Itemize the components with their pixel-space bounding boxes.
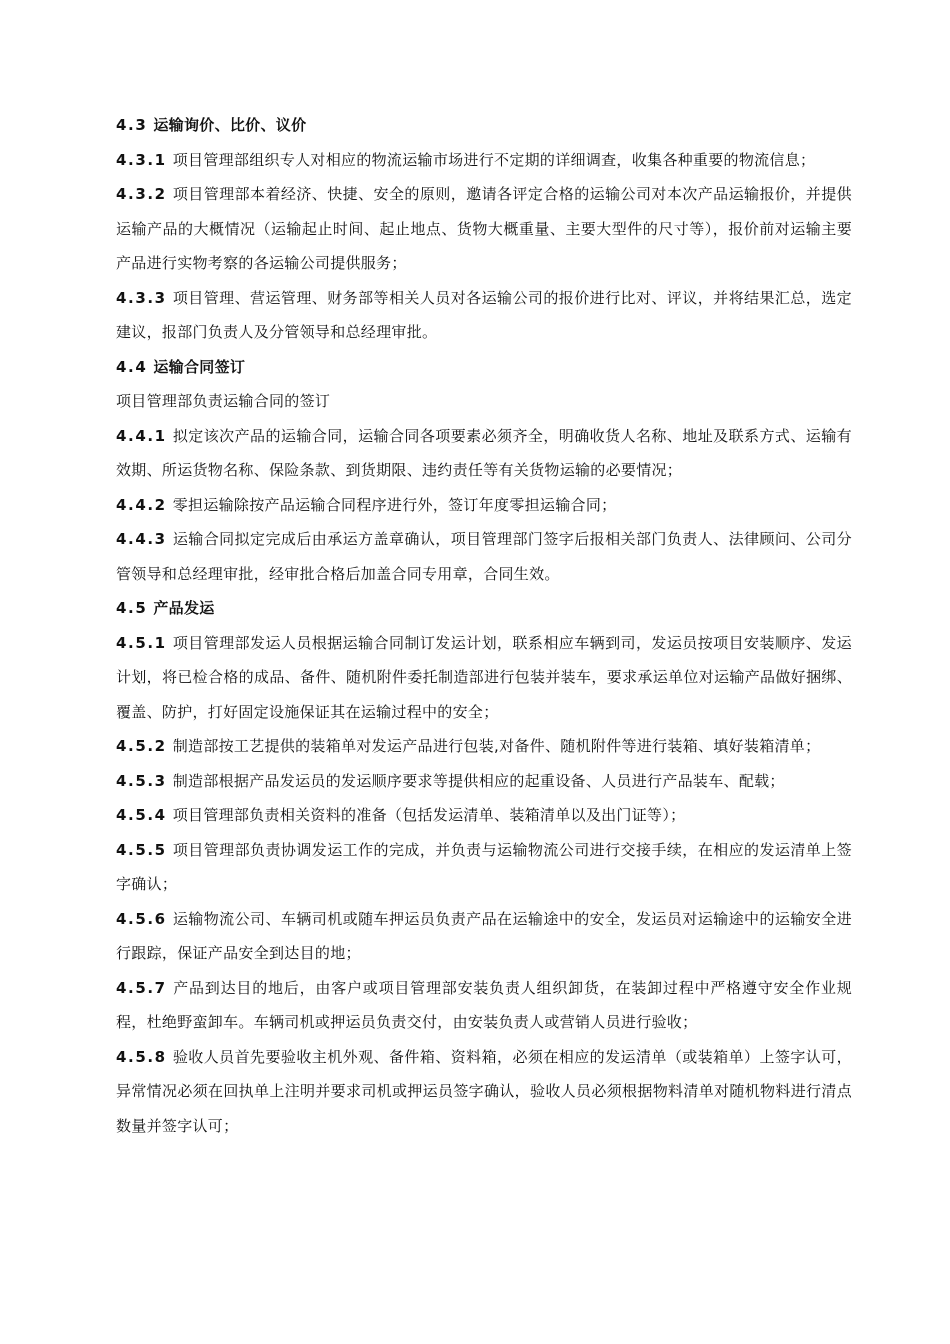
clause-4-4-2 — [116, 488, 852, 523]
clause-number: 4.5.2 — [116, 737, 167, 755]
clause-text: 产品到达目的地后，由客户或项目管理部安装负责人组织卸货，在装卸过程中严格遵守安全作业规程，杜绝野蛮卸车。车辆司机或押运员负责交付，由安装负责人或营销人员进行验收； — [116, 978, 852, 1031]
section-number: 4.3 — [116, 116, 148, 134]
clause-number: 4.3.3 — [116, 288, 167, 307]
section-title: 运输合同签订 — [153, 357, 246, 376]
clause-text: 制造部根据产品发运员的发运顺序要求等提供相应的起重设备、人员进行产品装车、配载； — [172, 771, 785, 790]
clause-text: 项目管理部组织专人对相应的物流运输市场进行不定期的详细调查，收集各种重要的物流信息； — [172, 150, 816, 169]
clause-number: 4.3.1 — [116, 150, 167, 169]
clause-4-5-1 — [116, 626, 852, 730]
section-title: 产品发运 — [153, 599, 215, 617]
section-heading-4-4 — [116, 350, 852, 385]
clause-number: 4.5.8 — [116, 1047, 167, 1066]
clause-number: 4.4.1 — [116, 426, 167, 445]
clause-number: 4.4.2 — [116, 495, 167, 514]
clause-number: 4.4.3 — [116, 530, 167, 548]
clause-text: 验收人员首先要验收主机外观、备件箱、资料箱，必须在相应的发运清单（或装箱单）上签字认可，异常情况必须在回执单上注明并要求司机或押运员签字确认，验收人员必须根据物料清单对随机物料进行清点数量并签字认可； — [116, 1047, 852, 1135]
clause-text: 制造部按工艺提供的装箱单对发运产品进行包装,对备件、随机附件等进行装箱、填好装箱清单； — [172, 737, 821, 755]
clause-number: 4.5.6 — [116, 909, 167, 928]
clause-4-5-5 — [116, 833, 852, 902]
clause-number: 4.5.1 — [116, 633, 167, 652]
clause-text: 项目管理部负责相关资料的准备（包括发运清单、装箱清单以及出门证等）； — [172, 806, 686, 824]
section-number: 4.5 — [116, 599, 148, 617]
clause-text: 拟定该次产品的运输合同，运输合同各项要素必须齐全，明确收货人名称、地址及联系方式、运输有效期、所运货物名称、保险条款、到货期限、违约责任等有关货物运输的必要情况； — [116, 426, 852, 479]
clause-number: 4.5.7 — [116, 978, 167, 997]
clause-text: 项目管理、营运管理、财务部等相关人员对各运输公司的报价进行比对、评议，并将结果汇总，选定建议，报部门负责人及分管领导和总经理审批。 — [116, 288, 852, 341]
clause-4-5-4 — [116, 798, 852, 833]
clause-text: 零担运输除按产品运输合同程序进行外，签订年度零担运输合同； — [172, 495, 617, 514]
clause-number: 4.3.2 — [116, 185, 167, 203]
document-body — [116, 108, 852, 1143]
clause-4-3-1 — [116, 143, 852, 178]
clause-text: 项目管理部负责协调发运工作的完成，并负责与运输物流公司进行交接手续，在相应的发运清单上签字确认； — [116, 840, 852, 893]
clause-4-4-3 — [116, 522, 852, 591]
section-heading-4-5 — [116, 591, 852, 626]
clause-4-3-2 — [116, 177, 852, 281]
clause-text: 项目管理部发运人员根据运输合同制订发运计划，联系相应车辆到司，发运员按项目安装顺序、发运计划，将已检合格的成品、备件、随机附件委托制造部进行包装并装车，要求承运单位对运输产品做好捆绑、覆盖、防护，打好固定设施保证其在运输过程中的安全； — [116, 633, 852, 721]
clause-4-5-8 — [116, 1040, 852, 1144]
section-title: 运输询价、比价、议价 — [153, 116, 307, 134]
clause-4-5-7 — [116, 971, 852, 1040]
section-number: 4.4 — [116, 357, 148, 376]
clause-4-5-2 — [116, 729, 852, 764]
clause-text: 项目管理部本着经济、快捷、安全的原则，邀请各评定合格的运输公司对本次产品运输报价，并提供运输产品的大概情况（运输起止时间、起止地点、货物大概重量、主要大型件的尺寸等），报价前对运输主要产品进行实物考察的各运输公司提供服务； — [116, 185, 852, 272]
clause-text: 运输合同拟定完成后由承运方盖章确认，项目管理部门签字后报相关部门负责人、法律顾问、公司分管领导和总经理审批，经审批合格后加盖合同专用章，合同生效。 — [116, 530, 852, 583]
clause-text: 运输物流公司、车辆司机或随车押运员负责产品在运输途中的安全，发运员对运输途中的运输安全进行跟踪，保证产品安全到达目的地； — [116, 909, 852, 962]
section-intro-4-4: 项目管理部负责运输合同的签订 — [116, 392, 331, 410]
clause-number: 4.5.4 — [116, 806, 167, 824]
section-heading-4-3 — [116, 108, 852, 143]
clause-4-5-3 — [116, 764, 852, 799]
clause-4-4-1 — [116, 419, 852, 488]
clause-4-5-6 — [116, 902, 852, 971]
clause-number: 4.5.3 — [116, 771, 167, 790]
clause-number: 4.5.5 — [116, 840, 167, 859]
clause-4-3-3 — [116, 281, 852, 350]
